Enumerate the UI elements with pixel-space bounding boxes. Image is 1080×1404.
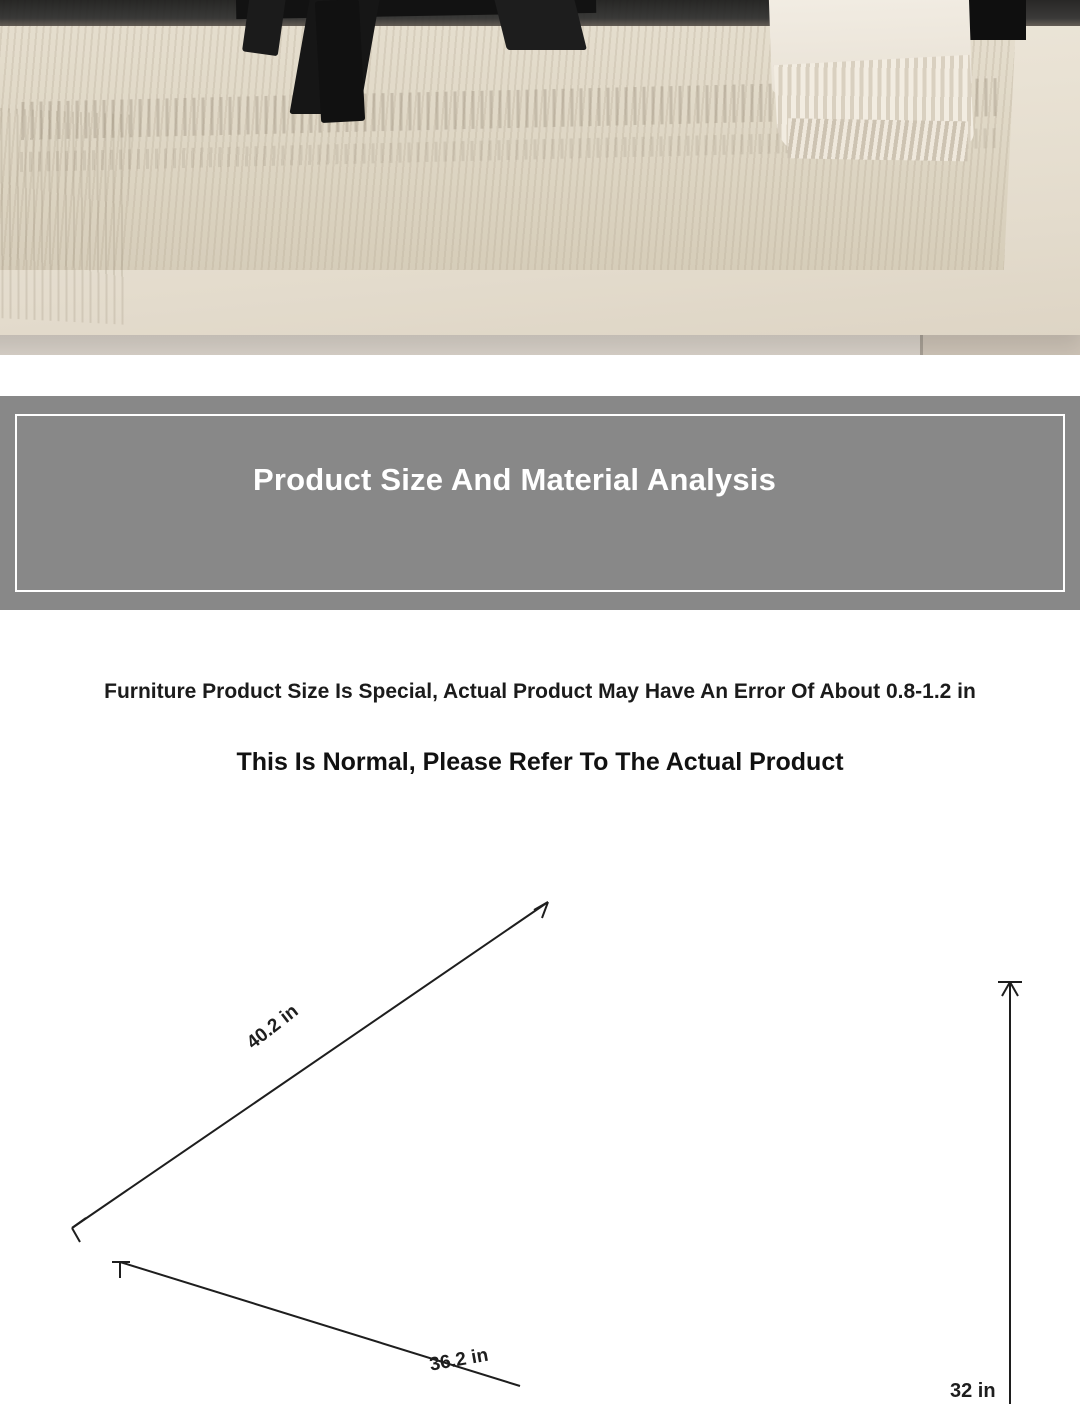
dimension-diagram	[0, 810, 1080, 1404]
banner-border-frame	[15, 414, 1065, 592]
dimension-label-diagonal: 40.2 in	[243, 1000, 303, 1054]
throw-fringe	[774, 55, 974, 155]
dimension-lines-svg	[0, 810, 1080, 1404]
banner-title: Product Size And Material Analysis	[253, 462, 777, 497]
table-leg	[315, 0, 365, 123]
dimension-label-depth: 36.2 in	[428, 1344, 490, 1376]
rug-left-pattern-block	[0, 105, 131, 324]
living-room-rug-photo	[0, 0, 1080, 355]
size-error-notice: Furniture Product Size Is Special, Actual Product May Have An Error Of About 0.8-1.2 in	[104, 680, 976, 703]
section-banner	[0, 396, 1080, 610]
table-leg	[493, 0, 587, 50]
refer-to-actual-notice: This Is Normal, Please Refer To The Actual Product	[236, 748, 844, 776]
dimension-label-height: 32 in	[950, 1380, 996, 1402]
